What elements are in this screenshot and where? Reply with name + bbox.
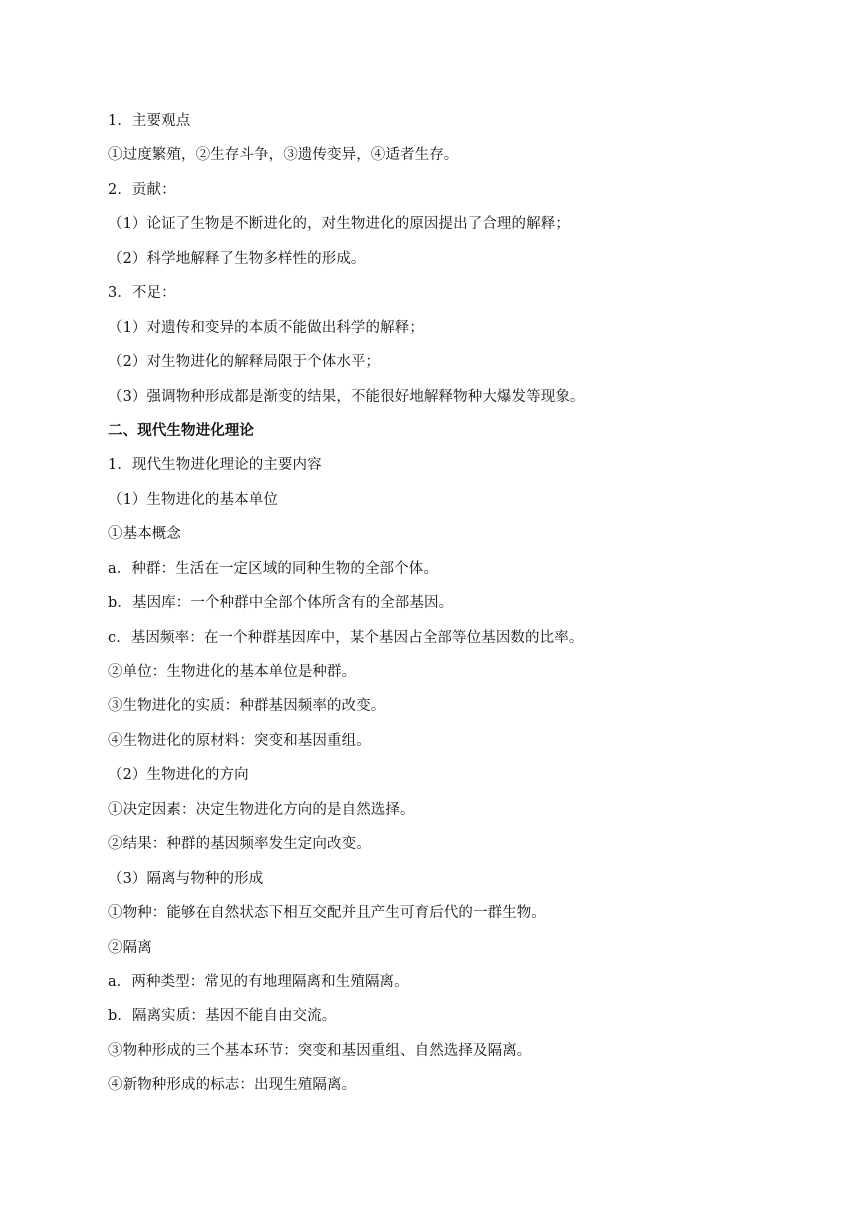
heading-contributions: 2．贡献： — [108, 181, 176, 198]
item-raw-material: ④生物进化的原材料：突变和基因重组。 — [108, 732, 371, 749]
definition-population: a．种群：生活在一定区域的同种生物的全部个体。 — [108, 560, 438, 577]
heading-shortcomings: 3．不足： — [108, 285, 176, 302]
item-essence: ③生物进化的实质：种群基因频率的改变。 — [108, 698, 386, 715]
subheading-basic-unit: （1）生物进化的基本单位 — [108, 491, 278, 508]
item-isolation: ②隔离 — [108, 939, 152, 956]
definition-gene-frequency: c．基因频率：在一个种群基因库中，某个基因占全部等位基因数的比率。 — [108, 629, 584, 646]
subheading-isolation-speciation: （3）隔离与物种的形成 — [108, 870, 264, 887]
definition-isolation-essence: b．隔离实质：基因不能自由交流。 — [108, 1008, 337, 1025]
document-body — [108, 104, 808, 1103]
definition-isolation-types: a．两种类型：常见的有地理隔离和生殖隔离。 — [108, 973, 409, 990]
definition-gene-pool: b．基因库：一个种群中全部个体所含有的全部基因。 — [108, 595, 454, 612]
item-determining-factor: ①决定因素：决定生物进化方向的是自然选择。 — [108, 801, 415, 818]
item-speciation-steps: ③物种形成的三个基本环节：突变和基因重组、自然选择及隔离。 — [108, 1042, 532, 1059]
item-basic-concepts: ①基本概念 — [108, 526, 181, 543]
paragraph-viewpoints-list: ①过度繁殖，②生存斗争，③遗传变异，④适者生存。 — [108, 147, 459, 164]
section-heading-modern-theory: 二、现代生物进化理论 — [108, 422, 254, 439]
paragraph-shortcoming-3: （3）强调物种形成都是渐变的结果，不能很好地解释物种大爆发等现象。 — [108, 388, 585, 405]
paragraph-contribution-1: （1）论证了生物是不断进化的，对生物进化的原因提出了合理的解释； — [108, 216, 570, 233]
paragraph-contribution-2: （2）科学地解释了生物多样性的形成。 — [108, 250, 366, 267]
paragraph-shortcoming-1: （1）对遗传和变异的本质不能做出科学的解释； — [108, 319, 424, 336]
item-speciation-marker: ④新物种形成的标志：出现生殖隔离。 — [108, 1077, 357, 1094]
item-unit: ②单位：生物进化的基本单位是种群。 — [108, 664, 357, 680]
heading-main-content: 1．现代生物进化理论的主要内容 — [108, 457, 322, 474]
paragraph-shortcoming-2: （2）对生物进化的解释局限于个体水平； — [108, 354, 381, 371]
subheading-direction: （2）生物进化的方向 — [108, 767, 249, 784]
item-species: ①物种：能够在自然状态下相互交配并且产生可育后代的一群生物。 — [108, 905, 546, 922]
heading-main-viewpoints: 1．主要观点 — [108, 113, 191, 129]
item-result: ②结果：种群的基因频率发生定向改变。 — [108, 836, 371, 853]
